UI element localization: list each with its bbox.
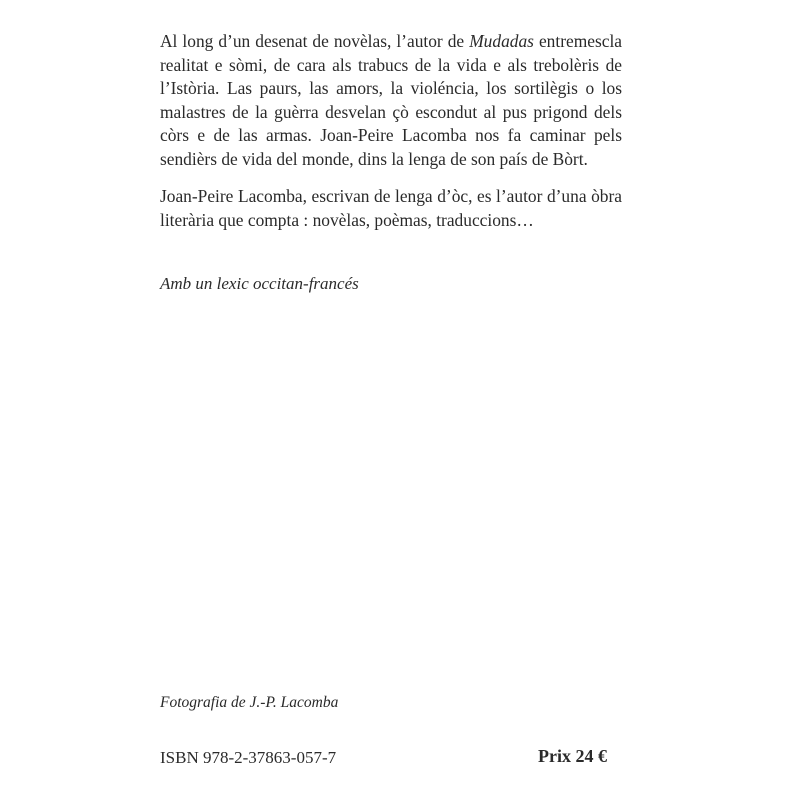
description-line-2: realitat e sòmi, de cara als trabucs de la vida e als trebolèris de [160, 54, 622, 75]
price: Prix 24 € [538, 746, 607, 766]
lexic-note: Amb un lexic occitan-francés [160, 274, 359, 293]
book-description [160, 30, 622, 172]
author-bio [160, 185, 622, 232]
author-bio-line-2: literària que compta : novèlas, poèmas, traduccions… [160, 209, 534, 230]
book-title: Mudadas [469, 31, 534, 51]
description-line-1: Al long d’un desenat de novèlas, l’autor de Mudadas entremescla [160, 31, 622, 51]
isbn: ISBN 978-2-37863-057-7 [160, 748, 337, 767]
author-bio-line-1: Joan-Peire Lacomba, escrivan de lenga d’òc, es l’autor d’una òbra [160, 186, 622, 206]
description-line-6: sendièrs de vida del monde, dins la lenga de son país de Bòrt. [160, 148, 588, 169]
photo-credit: Fotografia de J.-P. Lacomba [160, 694, 339, 711]
description-line-5: còrs e de las armas. Joan-Peire Lacomba nos fa caminar pels [160, 125, 622, 146]
description-line-3: l’Istòria. Las paurs, las amors, la violéncia, los sortilègis o los [160, 78, 622, 99]
description-line-4: malastres de la guèrra desvelan çò escondut al pus prigond dels [160, 101, 622, 122]
